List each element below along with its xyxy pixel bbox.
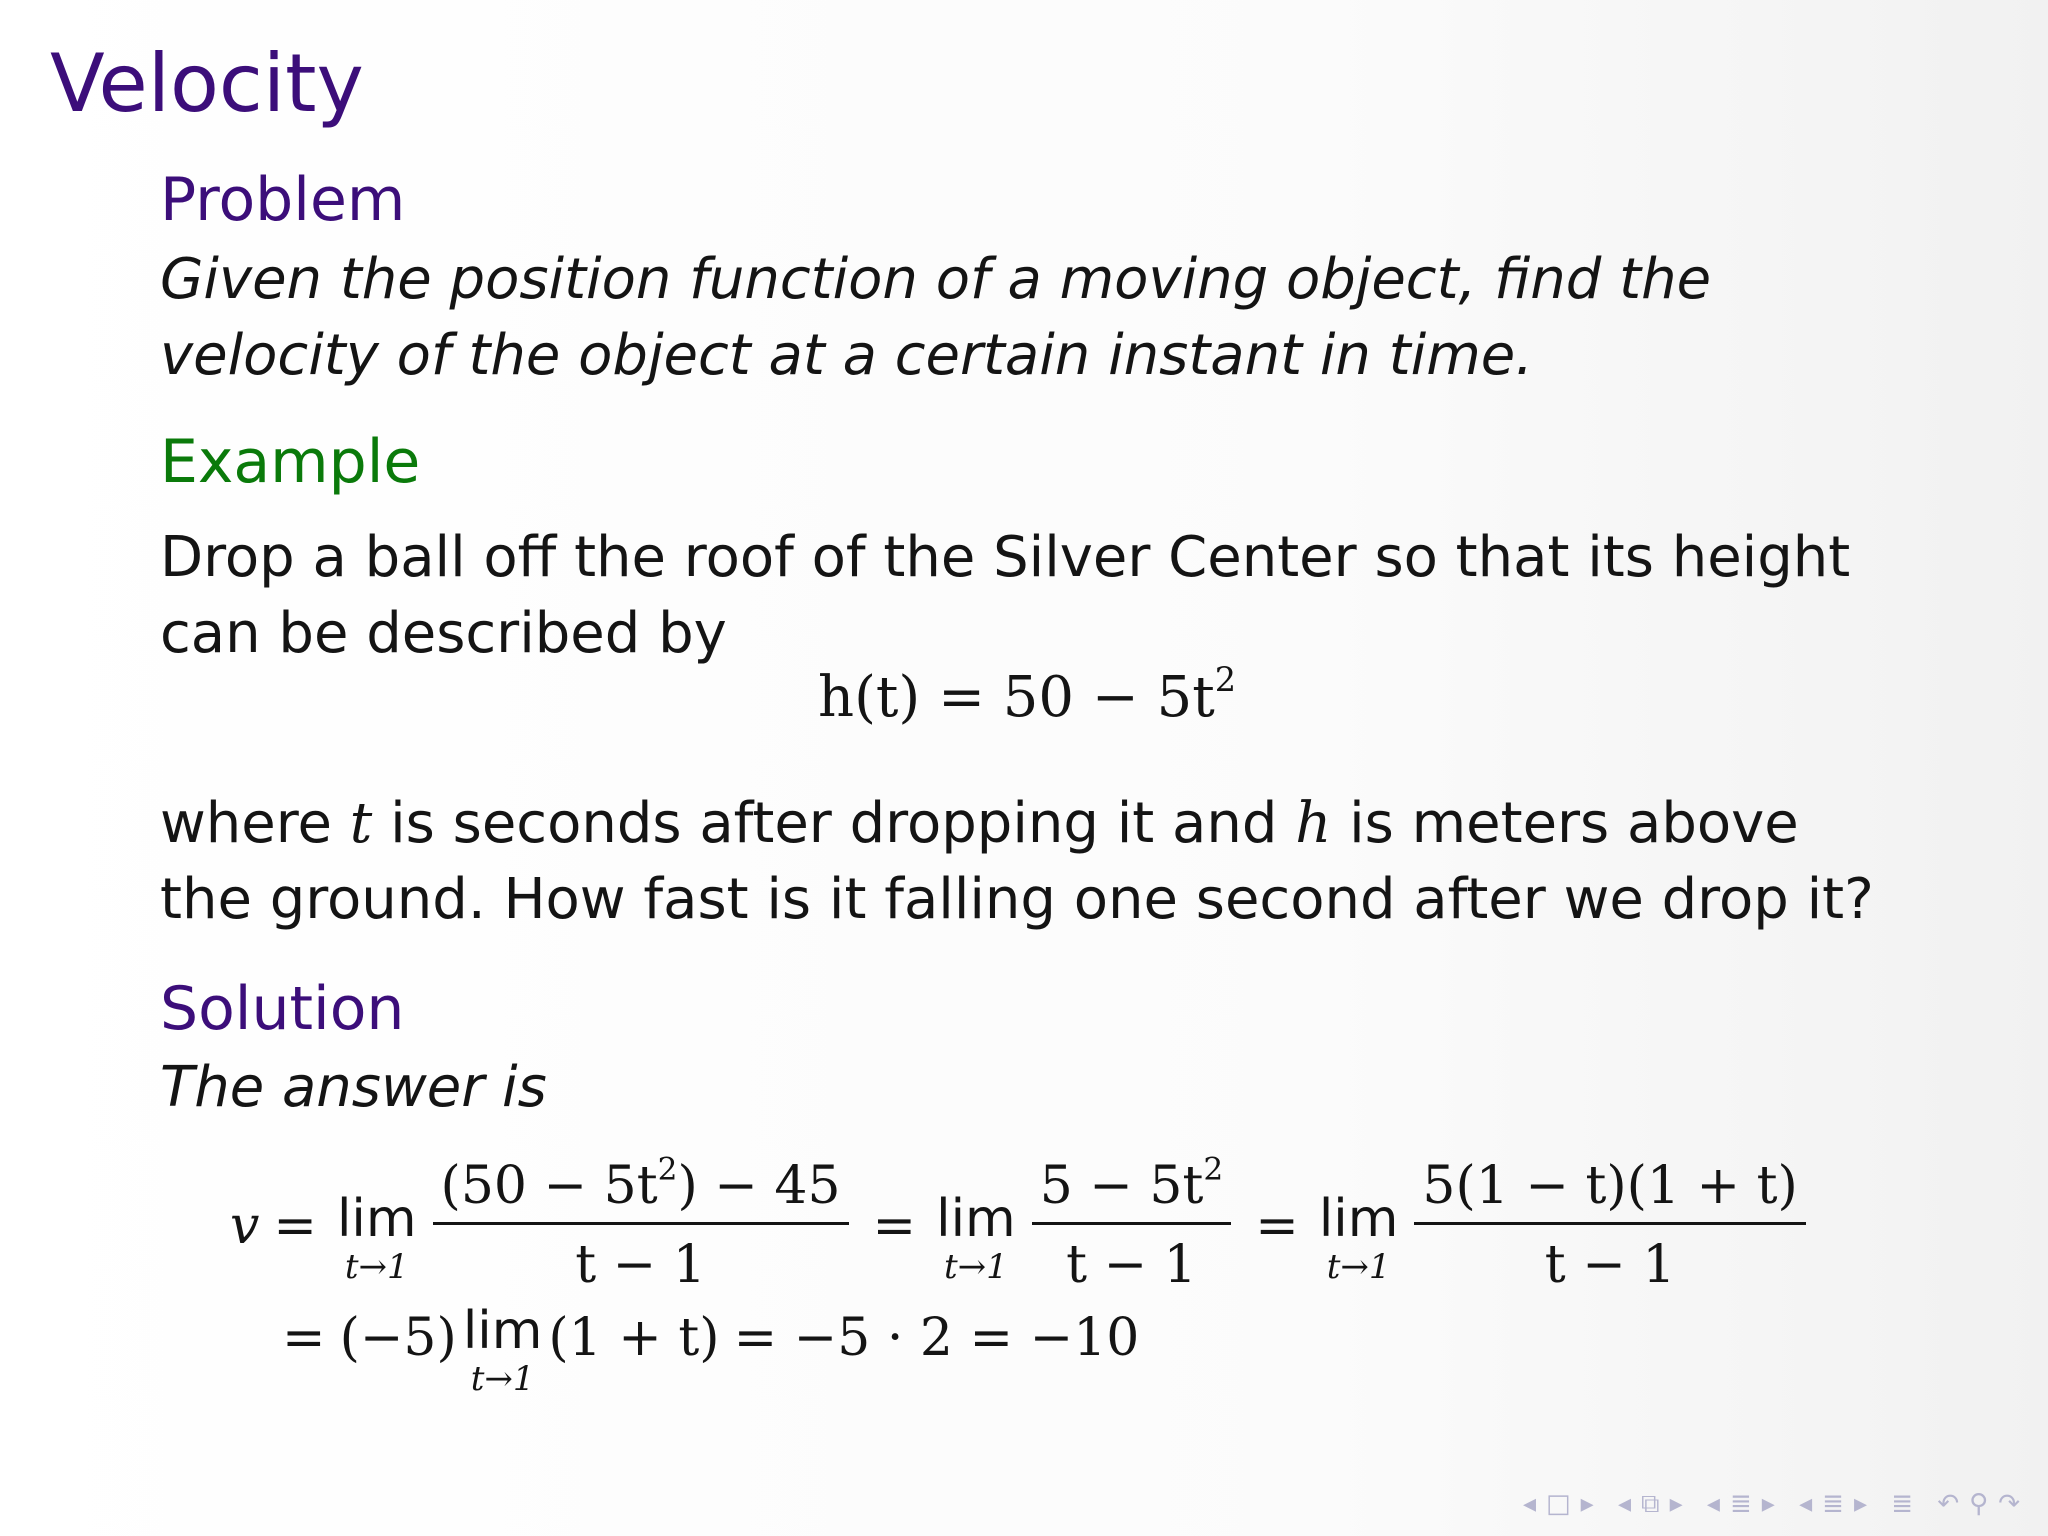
fraction-1-denominator: t − 1 (433, 1222, 849, 1291)
fraction-2 (1022, 1151, 1242, 1295)
formula-v: v (230, 1195, 260, 1256)
final-result: = −5 · 2 = −10 (733, 1307, 1140, 1368)
height-equation-body: h(t) = 50 − 5t (818, 665, 1215, 730)
fraction-2-numerator (1032, 1151, 1232, 1222)
example-heading: Example (160, 427, 421, 497)
beamer-navigation-bar (1521, 1489, 2028, 1520)
limit-operator (1313, 1188, 1405, 1287)
problem-heading: Problem (160, 165, 406, 235)
nav-right-arrow-icon[interactable]: ▸ (1669, 1489, 1689, 1519)
question-part-2: is seconds after dropping it and (372, 791, 1296, 856)
limit-expression: (1 + t) (548, 1307, 720, 1368)
fraction-3-denominator: t − 1 (1414, 1222, 1805, 1291)
section-icon[interactable]: ⧉ (1641, 1489, 1666, 1519)
nav-left-arrow-icon[interactable]: ◂ (1617, 1489, 1638, 1519)
height-equation-exponent: 2 (1214, 659, 1237, 699)
nav-right-arrow-icon[interactable]: ▸ (1761, 1489, 1781, 1519)
numerator-part-a: (50 − 5t (440, 1156, 658, 1216)
lim-word: lim (1318, 1188, 1399, 1249)
question-part-1: where (160, 791, 350, 856)
lim-subscript: t→1 (1326, 1246, 1391, 1287)
example-text-intro: Drop a ball off the roof of the Silver Center so that its height can be described by (160, 525, 1851, 666)
lim-subscript: t→1 (344, 1246, 409, 1287)
problem-text: Given the position function of a moving object, find the velocity of the object at a certain instant in time. (160, 247, 1712, 388)
redo-icon[interactable]: ↷ (1998, 1489, 2026, 1519)
formula-row-2 (268, 1291, 1816, 1399)
limit-operator (930, 1188, 1022, 1287)
solution-heading: Solution (160, 974, 405, 1044)
equals-sign: = (273, 1195, 317, 1256)
variable-t: t (349, 791, 373, 856)
question-part-3: is meters above the ground. How fast is it falling one second after we drop it? (160, 791, 1874, 932)
nav-left-arrow-icon[interactable]: ◂ (1706, 1489, 1726, 1519)
equals-sign: = (282, 1307, 326, 1368)
example-text-question (160, 786, 1880, 938)
outline-icon[interactable]: ≣ (1891, 1489, 1920, 1519)
height-equation (818, 659, 1237, 730)
numerator-text: 5 − 5t (1039, 1156, 1204, 1216)
fraction-3 (1404, 1156, 1815, 1295)
outline-icon[interactable]: ≣ (1822, 1489, 1850, 1519)
frame-icon[interactable]: □ (1546, 1489, 1577, 1519)
undo-icon[interactable]: ↶ (1937, 1489, 1966, 1519)
solution-intro: The answer is (160, 1055, 547, 1120)
fraction-1-numerator (433, 1151, 849, 1222)
velocity-formula (230, 1151, 1816, 1399)
limit-operator (457, 1301, 549, 1399)
formula-row-1 (230, 1151, 1816, 1295)
search-icon[interactable]: ⚲ (1969, 1489, 1995, 1519)
lim-subscript: t→1 (944, 1246, 1008, 1287)
equals-sign: = (872, 1195, 917, 1256)
nav-right-arrow-icon[interactable]: ▸ (1580, 1489, 1600, 1519)
lim-subscript: t→1 (470, 1359, 535, 1399)
subsection-icon[interactable]: ≣ (1729, 1489, 1758, 1519)
nav-left-arrow-icon[interactable]: ◂ (1799, 1489, 1819, 1519)
variable-h: h (1295, 791, 1332, 856)
limit-operator (331, 1188, 423, 1287)
fraction-3-numerator: 5(1 − t)(1 + t) (1422, 1156, 1798, 1216)
slide-title: Velocity (50, 37, 364, 130)
lim-word: lim (936, 1188, 1016, 1249)
factor-negative-five: (−5) (339, 1307, 457, 1368)
fraction-1 (423, 1151, 859, 1295)
numerator-exponent: 2 (657, 1151, 678, 1188)
numerator-exponent: 2 (1203, 1151, 1224, 1188)
numerator-part-b: ) − 45 (677, 1156, 841, 1216)
lim-word: lim (462, 1301, 543, 1361)
nav-left-arrow-icon[interactable]: ◂ (1522, 1489, 1543, 1519)
lim-word: lim (336, 1188, 417, 1249)
fraction-2-denominator: t − 1 (1032, 1222, 1232, 1291)
nav-right-arrow-icon[interactable]: ▸ (1853, 1489, 1874, 1519)
equals-sign: = (1255, 1195, 1299, 1256)
